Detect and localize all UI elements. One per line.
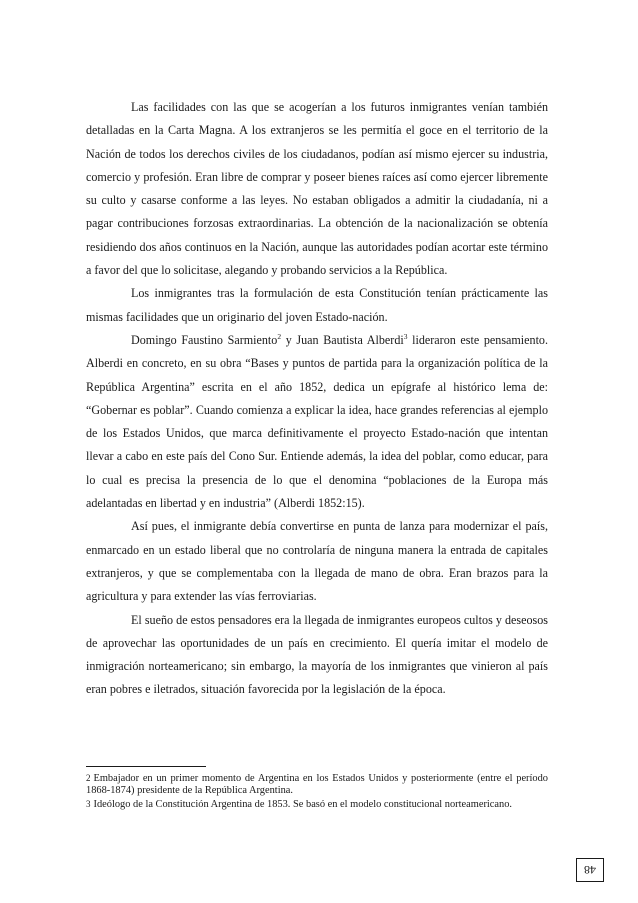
page-number: 48 (576, 858, 604, 882)
footnote-3 (86, 798, 548, 811)
paragraph-european-immigrants: El sueño de estos pensadores era la llegada de inmigrantes europeos cultos y deseosos de aprovechar las oportunidades de un país en crecimiento. El quería imitar el modelo de inmigración norteamericano; sin embargo, la mayoría de los inmigrantes que vinieron al país eran pobres e iletrados, situación favorecida por la legislación de la época. (86, 612, 548, 697)
footnote-text: Embajador en un primer momento de Argentina en los Estados Unidos y posteriormente (entre el período 1868-1874) presidente de la República Argentina. (86, 773, 548, 797)
paragraph-liberal-state: Así pues, el inmigrante debía convertirse en punta de lanza para modernizar el país, enmarcado en un estado liberal que no controlaría de ninguna manera la entrada de capitales extranjeros, y que se complementaba con la llegada de mano de obra. Eran brazos para la agricultura y para extender las vías ferroviarias. (86, 519, 548, 604)
paragraph-immigrant-rights: Los inmigrantes tras la formulación de esta Constitución tenían prácticamente las mismas facilidades que un originario del joven Estado-nación. (86, 286, 548, 324)
footnote-separator (86, 766, 206, 767)
sarmiento-name: Domingo Faustino Sarmiento (131, 332, 278, 347)
name-connector: y (281, 332, 297, 347)
footnotes (86, 772, 548, 811)
footnote-mark: 3 (86, 798, 91, 809)
footnote-2 (86, 772, 548, 798)
alberdi-name: Juan Bautista Alberdi (296, 332, 404, 347)
paragraph-continuation: lideraron este pensamiento. Alberdi en concreto, en su obra “Bases y puntos de partida para la organización política de la República Argentina” escrita en el año 1852, dedica un epígrafe al histórico lema de: “Gobernar es poblar”. Cuando comienza a explicar la idea, hace grandes referencias al ejemplo de los Estados Unidos, que marca definitivamente el proyecto Estado-nación que intentan llevar a cabo en este país del Cono Sur. Entiende además, la idea del poblar, como educar, para lo cual es precisa la presencia de lo que el denomina “poblaciones de la Europa más adelantadas en libertad y en industria” (Alberdi 1852:15). (86, 332, 548, 511)
body-text (86, 96, 548, 702)
footnote-mark: 2 (86, 773, 91, 783)
paragraph-sarmiento-alberdi (86, 329, 548, 515)
footnote-ref-3[interactable]: 3 (403, 331, 408, 341)
footnote-ref-2[interactable]: 2 (277, 331, 282, 341)
paragraph-constitution-facilities: Las facilidades con las que se acogerían a los futuros inmigrantes venían también detalladas en la Carta Magna. A los extranjeros se les permitía el goce en el territorio de la Nación de todos los derechos civiles de los ciudadanos, podían así mismo ejercer su industria, comercio y profesión. Eran libre de comprar y poseer bienes raíces así como ejercer libremente su culto y casarse conforme a las leyes. No estaban obligados a admitir la ciudadanía, ni a pagar contribuciones forzosas extraordinarias. La obtención de la nacionalización se obtenía residiendo dos años continuos en la Nación, aunque las autoridades podían acortar este término a favor del que lo solicitase, alegando y probando servicios a la República. (86, 100, 548, 278)
footnote-text: Ideólogo de la Constitución Argentina de 1853. Se basó en el modelo constitucional norteamericano. (93, 798, 513, 810)
